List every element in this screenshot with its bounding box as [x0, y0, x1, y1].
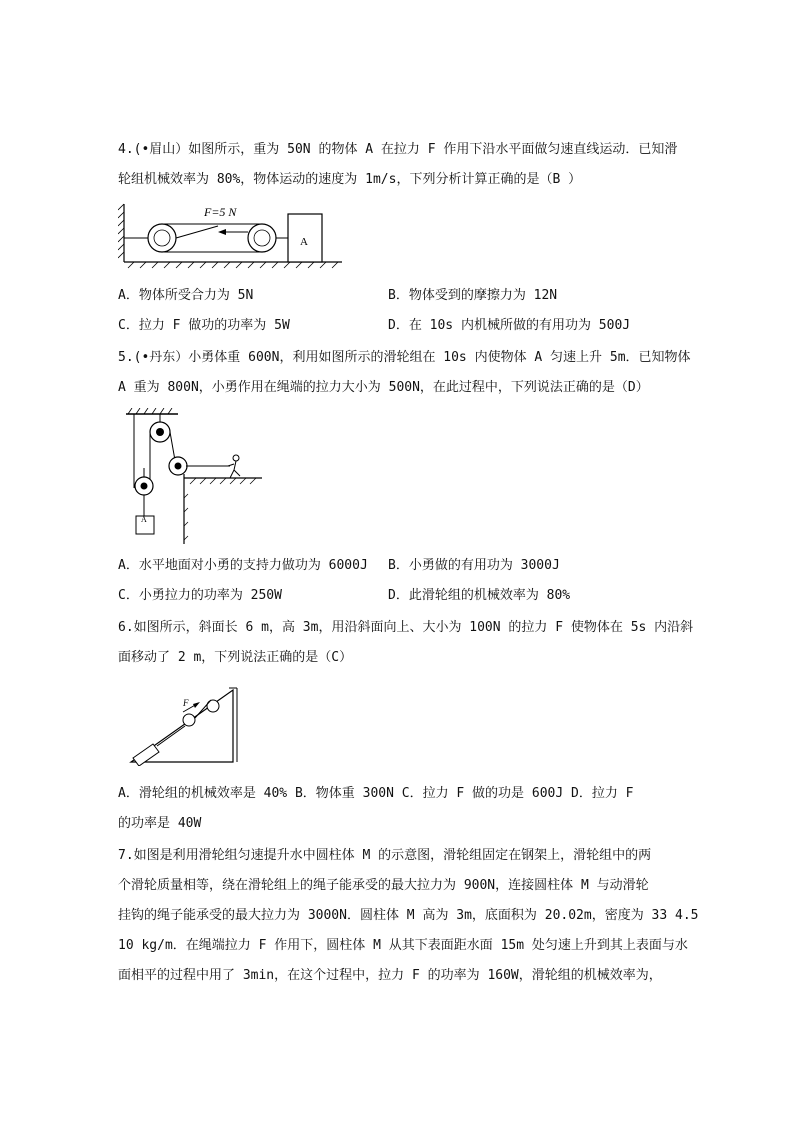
q4-option-b: B．物体受到的摩擦力为 12N — [388, 288, 558, 303]
q4-option-d: D．在 10s 内机械所做的有用功为 500J — [388, 318, 631, 333]
q5-option-a: A．水平地面对小勇的支持力做功为 6000J — [118, 558, 368, 573]
q6-incline-figure — [125, 684, 240, 766]
q4-block-label: A — [300, 236, 308, 248]
q5-block-label: A — [141, 515, 147, 524]
q4-option-c: C．拉力 F 做功的功率为 5W — [118, 318, 290, 333]
q7-stem-line-2: 个滑轮质量相等，绕在滑轮组上的绳子能承受的最大拉力为 900N，连接圆柱体 M 与动滑轮 — [118, 878, 649, 893]
q7-stem-line-5: 面相平的过程中用了 3min，在这个过程中，拉力 F 的功率为 160W，滑轮组的机械效率为， — [118, 968, 662, 983]
q6-stem-line-1: 6.如图所示，斜面长 6 m，高 3m，用沿斜面向上、大小为 100N 的拉力 F 使物体在 5s 内沿斜 — [118, 620, 694, 635]
q4-force-label: F=5 N — [204, 205, 237, 219]
q7-stem-line-3: 挂钩的绳子能承受的最大拉力为 3000N．圆柱体 M 高为 3m，底面积为 20.02m，密度为 33 4.5 — [118, 908, 699, 923]
q6-options-line: A．滑轮组的机械效率是 40% B．物体重 300N C．拉力 F 做的功是 600J D．拉力 F — [118, 786, 634, 801]
q6-stem-line-2: 面移动了 2 m，下列说法正确的是（C） — [118, 650, 353, 665]
q7-stem-line-1: 7.如图是利用滑轮组匀速提升水中圆柱体 M 的示意图，滑轮组固定在钢架上，滑轮组中的两 — [118, 848, 652, 863]
q5-pulley-figure — [120, 408, 270, 546]
q6-force-label: F — [183, 698, 189, 708]
q4-option-a: A．物体所受合力为 5N — [118, 288, 254, 303]
q5-option-b: B．小勇做的有用功为 3000J — [388, 558, 560, 573]
q5-option-d: D．此滑轮组的机械效率为 80% — [388, 588, 571, 603]
q4-stem-line-1: 4.(•眉山）如图所示，重为 50N 的物体 A 在拉力 F 作用下沿水平面做匀速直线运动．已知滑 — [118, 142, 678, 157]
q4-stem-line-2: 轮组机械效率为 80%，物体运动的速度为 1m/s，下列分析计算正确的是（B ） — [118, 172, 582, 187]
q7-stem-line-4: 10 kg/m．在绳端拉力 F 作用下，圆柱体 M 从其下表面距水面 15m 处匀速上升到其上表面与水 — [118, 938, 688, 953]
q5-option-c: C．小勇拉力的功率为 250W — [118, 588, 282, 603]
q5-stem-line-1: 5.(•丹东）小勇体重 600N，利用如图所示的滑轮组在 10s 内使物体 A 匀速上升 5m．已知物体 — [118, 350, 691, 365]
q4-pulley-figure — [118, 200, 348, 270]
q5-stem-line-2: A 重为 800N，小勇作用在绳端的拉力大小为 500N，在此过程中，下列说法正确的是（D） — [118, 380, 649, 395]
q6-options-line-2: 的功率是 40W — [118, 816, 202, 831]
